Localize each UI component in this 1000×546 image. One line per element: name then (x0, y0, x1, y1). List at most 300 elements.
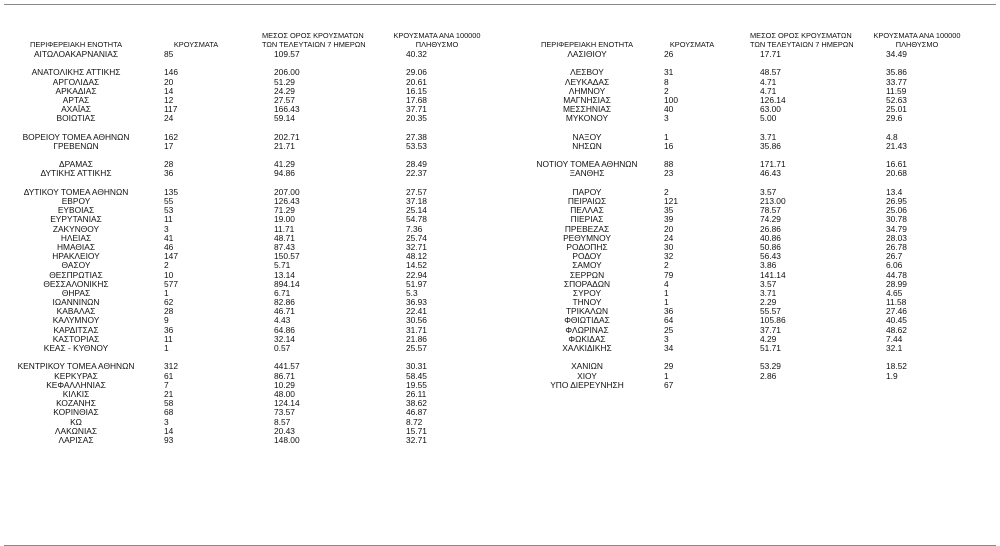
avg-cell: 41.29 (274, 159, 295, 170)
region-cell: ΜΥΚΟΝΟΥ (565, 113, 609, 124)
cases-cell: 29 (664, 361, 674, 372)
header-region: ΠΕΡΙΦΕΡΕΙΑΚΗ ΕΝΟΤΗΤΑ (30, 40, 122, 49)
cases-cell: 68 (164, 407, 174, 418)
per-100k-cell: 17.68 (406, 94, 427, 105)
cases-cell: 3 (164, 416, 169, 427)
cases-cell: 10 (164, 269, 174, 280)
per-100k-cell: 37.71 (406, 104, 427, 115)
per-100k-cell: 36.93 (406, 297, 427, 308)
table-row (6, 436, 480, 445)
cases-cell: 1 (164, 287, 169, 298)
avg-cell: 0.57 (274, 343, 291, 353)
region-cell: ΗΡΑΚΛΕΙΟΥ (52, 251, 100, 262)
region-cell: ΣΥΡΟΥ (572, 287, 602, 298)
per-100k-cell: 54.78 (406, 214, 427, 225)
per-100k-cell: 53.53 (406, 140, 427, 151)
avg-cell: 894.14 (274, 278, 300, 289)
cases-cell: 2 (164, 260, 169, 271)
region-cell: ΜΑΓΝΗΣΙΑΣ (563, 94, 611, 105)
right-table (512, 24, 996, 390)
cases-cell: 36 (164, 168, 174, 179)
per-100k-cell: 34.79 (886, 223, 907, 234)
per-100k-cell: 32.71 (406, 434, 427, 445)
avg-cell: 13.14 (274, 269, 295, 280)
per-100k-cell: 11.59 (886, 85, 907, 96)
avg-cell: 55.57 (760, 306, 781, 317)
region-cell: ΓΡΕΒΕΝΩΝ (53, 140, 99, 151)
avg-cell: 46.43 (760, 168, 781, 179)
region-cell: ΦΛΩΡΙΝΑΣ (565, 324, 609, 335)
per-100k-cell: 1.9 (886, 370, 898, 381)
avg-cell: 11.71 (274, 223, 295, 234)
per-100k-cell: 29.6 (886, 113, 903, 124)
avg-cell: 59.14 (274, 113, 295, 124)
cases-cell: 20 (664, 223, 674, 234)
avg-cell: 17.71 (760, 49, 781, 59)
per-100k-cell: 31.71 (406, 324, 427, 335)
cases-cell: 32 (664, 251, 674, 262)
avg-cell: 35.86 (760, 140, 781, 151)
per-100k-cell: 51.97 (406, 278, 427, 289)
cases-cell: 93 (164, 434, 174, 445)
left-table (6, 24, 480, 445)
region-cell: ΧΙΟΥ (577, 370, 597, 381)
region-cell: ΣΕΡΡΩΝ (569, 269, 605, 280)
cases-cell: 36 (164, 324, 174, 335)
cases-cell: 35 (664, 205, 674, 216)
cases-cell: 53 (164, 205, 174, 216)
per-100k-cell: 30.31 (406, 361, 427, 372)
region-cell: ΚΟΡΙΝΘΙΑΣ (53, 407, 99, 418)
region-cell: ΘΗΡΑΣ (61, 287, 91, 298)
region-cell: ΠΑΡΟΥ (572, 186, 602, 197)
avg-cell: 202.71 (274, 131, 300, 142)
per-100k-cell: 25.06 (886, 205, 907, 216)
region-cell: ΚΑΣΤΟΡΙΑΣ (52, 333, 100, 344)
avg-cell: 40.86 (760, 232, 781, 243)
per-100k-cell: 29.06 (406, 67, 427, 78)
avg-cell: 166.43 (274, 104, 300, 115)
per-100k-cell: 58.45 (406, 370, 427, 381)
cases-cell: 2 (664, 260, 669, 271)
per-100k-cell: 52.63 (886, 94, 907, 105)
right-table-body (512, 50, 996, 390)
region-cell: ΜΕΣΣΗΝΙΑΣ (562, 104, 612, 115)
region-cell: ΚΕΝΤΡΙΚΟΥ ΤΟΜΕΑ ΑΘΗΝΩΝ (17, 361, 135, 372)
per-100k-cell: 5.3 (406, 287, 418, 298)
header-region: ΠΕΡΙΦΕΡΕΙΑΚΗ ΕΝΟΤΗΤΑ (541, 40, 633, 49)
region-cell: ΡΕΘΥΜΝΟΥ (563, 232, 611, 243)
region-cell: ΔΥΤΙΚΟΥ ΤΟΜΕΑ ΑΘΗΝΩΝ (23, 186, 129, 197)
header-per-line1: ΚΡΟΥΣΜΑΤΑ ΑΝΑ 100000 (873, 31, 961, 40)
table-row (6, 142, 480, 151)
avg-cell: 126.14 (760, 94, 786, 105)
cases-cell: 46 (164, 241, 174, 252)
region-cell: ΠΙΕΡΙΑΣ (570, 214, 604, 225)
cases-cell: 3 (664, 113, 669, 124)
region-cell: ΣΠΟΡΑΔΩΝ (563, 278, 611, 289)
region-cell: ΕΒΡΟΥ (61, 196, 91, 206)
per-100k-cell: 25.01 (886, 104, 907, 115)
avg-cell: 171.71 (760, 159, 786, 170)
cases-cell: 16 (664, 140, 674, 151)
region-cell: ΛΕΥΚΑΔΑΣ (564, 76, 610, 87)
avg-cell: 50.86 (760, 241, 781, 252)
per-100k-cell: 48.12 (406, 251, 427, 262)
cases-cell: 85 (164, 49, 174, 59)
region-cell: ΗΛΕΙΑΣ (60, 232, 92, 243)
per-100k-cell: 18.52 (886, 361, 907, 372)
table-row (6, 114, 480, 123)
header-avg-line1: ΜΕΣΟΣ ΟΡΟΣ ΚΡΟΥΣΜΑΤΩΝ (750, 31, 852, 40)
cases-cell: 9 (164, 315, 169, 326)
avg-cell: 37.71 (760, 324, 781, 335)
avg-cell: 105.86 (760, 315, 786, 326)
region-cell: ΥΠΟ ΔΙΕΡΕΥΝΗΣΗ (550, 379, 624, 390)
avg-cell: 4.29 (760, 333, 777, 344)
avg-cell: 2.29 (760, 297, 777, 308)
per-100k-cell: 8.72 (406, 416, 423, 427)
per-100k-cell: 37.18 (406, 196, 427, 206)
region-cell: ΘΑΣΟΥ (61, 260, 91, 271)
per-100k-cell: 4.8 (886, 131, 898, 142)
avg-cell: 20.43 (274, 425, 295, 436)
cases-cell: 162 (164, 131, 178, 142)
header-per-line2: ΠΛΗΘΥΣΜΟ (895, 40, 939, 49)
region-cell: ΝΟΤΙΟΥ ΤΟΜΕΑ ΑΘΗΝΩΝ (536, 159, 638, 170)
cases-cell: 1 (664, 287, 669, 298)
cases-cell: 577 (164, 278, 178, 289)
avg-cell: 5.00 (760, 113, 777, 124)
cases-cell: 121 (664, 196, 678, 206)
cases-cell: 8 (664, 76, 669, 87)
avg-cell: 3.86 (760, 260, 777, 271)
region-cell: ΛΑΚΩΝΙΑΣ (54, 425, 98, 436)
region-cell: ΙΩΑΝΝΙΝΩΝ (52, 297, 100, 308)
avg-cell: 148.00 (274, 434, 300, 445)
region-cell: ΒΟΡΕΙΟΥ ΤΟΜΕΑ ΑΘΗΝΩΝ (22, 131, 130, 142)
cases-cell: 58 (164, 398, 174, 409)
cases-cell: 14 (164, 425, 174, 436)
region-cell: ΒΟΙΩΤΙΑΣ (56, 113, 96, 124)
header-cases: ΚΡΟΥΣΜΑΤΑ (173, 40, 219, 49)
header-per-line2: ΠΛΗΘΥΣΜΟ (415, 40, 459, 49)
avg-cell: 94.86 (274, 168, 295, 179)
per-100k-cell: 16.61 (886, 159, 907, 170)
cases-cell: 3 (164, 223, 169, 234)
avg-cell: 6.71 (274, 287, 291, 298)
region-cell: ΛΗΜΝΟΥ (568, 85, 606, 96)
per-100k-cell: 14.52 (406, 260, 427, 271)
cases-cell: 312 (164, 361, 178, 372)
avg-cell: 24.29 (274, 85, 295, 96)
region-cell: ΚΑΛΥΜΝΟΥ (52, 315, 100, 326)
cases-cell: 1 (664, 370, 669, 381)
cases-cell: 24 (664, 232, 674, 243)
avg-cell: 206.00 (274, 67, 300, 78)
region-cell: ΘΕΣΠΡΩΤΙΑΣ (49, 269, 103, 280)
region-cell: ΦΘΙΩΤΙΔΑΣ (564, 315, 610, 326)
cases-cell: 28 (164, 159, 174, 170)
avg-cell: 32.14 (274, 333, 295, 344)
cases-cell: 1 (664, 131, 669, 142)
region-cell: ΕΥΒΟΙΑΣ (57, 205, 95, 216)
header-avg-line2: ΤΩΝ ΤΕΛΕΥΤΑΙΩΝ 7 ΗΜΕΡΩΝ (262, 40, 366, 49)
cases-cell: 88 (664, 159, 674, 170)
avg-cell: 48.71 (274, 232, 295, 243)
avg-cell: 3.57 (760, 278, 777, 289)
per-100k-cell: 20.68 (886, 168, 907, 179)
region-cell: ΚΙΛΚΙΣ (62, 388, 90, 399)
region-cell: ΑΡΤΑΣ (62, 94, 90, 105)
avg-cell: 5.71 (274, 260, 291, 271)
avg-cell: 3.71 (760, 131, 777, 142)
header-cases: ΚΡΟΥΣΜΑΤΑ (669, 40, 715, 49)
region-cell: ΞΑΝΘΗΣ (569, 168, 605, 179)
avg-cell: 78.57 (760, 205, 781, 216)
per-100k-cell: 11.58 (886, 297, 907, 308)
cases-cell: 61 (164, 370, 174, 381)
per-100k-cell: 38.62 (406, 398, 427, 409)
region-cell: ΔΥΤΙΚΗΣ ΑΤΤΙΚΗΣ (40, 168, 112, 179)
avg-cell: 63.00 (760, 104, 781, 115)
per-100k-cell: 19.55 (406, 379, 427, 390)
per-100k-cell: 30.78 (886, 214, 907, 225)
avg-cell: 64.86 (274, 324, 295, 335)
cases-cell: 17 (164, 140, 174, 151)
per-100k-cell: 16.15 (406, 85, 427, 96)
region-cell: ΠΕΛΛΑΣ (570, 205, 604, 216)
region-cell: ΚΑΒΑΛΑΣ (56, 306, 96, 317)
cases-cell: 25 (664, 324, 674, 335)
avg-cell: 8.57 (274, 416, 291, 427)
avg-cell: 51.71 (760, 343, 781, 353)
avg-cell: 4.71 (760, 76, 777, 87)
avg-cell: 26.86 (760, 223, 781, 234)
cases-cell: 24 (164, 113, 174, 124)
per-100k-cell: 28.03 (886, 232, 907, 243)
avg-cell: 441.57 (274, 361, 300, 372)
cases-cell: 1 (664, 297, 669, 308)
cases-cell: 20 (164, 76, 174, 87)
per-100k-cell: 25.14 (406, 205, 427, 216)
table-row (6, 344, 480, 353)
avg-cell: 3.57 (760, 186, 777, 197)
avg-cell: 56.43 (760, 251, 781, 262)
table-row (512, 344, 996, 353)
cases-cell: 12 (164, 94, 174, 105)
per-100k-cell: 48.62 (886, 324, 907, 335)
cases-cell: 11 (164, 214, 173, 225)
avg-cell: 21.71 (274, 140, 295, 151)
region-cell: ΧΑΛΚΙΔΙΚΗΣ (562, 343, 612, 353)
cases-cell: 23 (664, 168, 674, 179)
table-row (6, 50, 480, 59)
cases-cell: 41 (164, 232, 174, 243)
avg-cell: 207.00 (274, 186, 300, 197)
avg-cell: 4.43 (274, 315, 291, 326)
avg-cell: 48.00 (274, 388, 295, 399)
region-cell: ΗΜΑΘΙΑΣ (56, 241, 96, 252)
cases-cell: 117 (164, 104, 178, 115)
per-100k-cell: 32.1 (886, 343, 903, 353)
avg-cell: 71.29 (274, 205, 295, 216)
avg-cell: 73.57 (274, 407, 295, 418)
cases-cell: 28 (164, 306, 174, 317)
region-cell: ΑΡΚΑΔΙΑΣ (55, 85, 97, 96)
per-100k-cell: 26.95 (886, 196, 907, 206)
per-100k-cell: 28.99 (886, 278, 907, 289)
cases-cell: 2 (664, 186, 669, 197)
per-100k-cell: 13.4 (886, 186, 903, 197)
cases-cell: 36 (664, 306, 674, 317)
region-cell: ΑΝΑΤΟΛΙΚΗΣ ΑΤΤΙΚΗΣ (31, 67, 121, 78)
per-100k-cell: 25.74 (406, 232, 427, 243)
region-cell: ΚΕΦΑΛΛΗΝΙΑΣ (46, 379, 106, 390)
per-100k-cell: 40.45 (886, 315, 907, 326)
per-100k-cell: 25.57 (406, 343, 427, 353)
table-row (512, 169, 996, 178)
avg-cell: 109.57 (274, 49, 300, 59)
cases-cell: 100 (664, 94, 678, 105)
table-row (512, 114, 996, 123)
per-100k-cell: 27.57 (406, 186, 427, 197)
cases-cell: 146 (164, 67, 178, 78)
avg-cell: 46.71 (274, 306, 295, 317)
cases-cell: 79 (664, 269, 674, 280)
cases-cell: 64 (664, 315, 674, 326)
region-cell: ΠΕΙΡΑΙΩΣ (567, 196, 607, 206)
avg-cell: 74.29 (760, 214, 781, 225)
cases-cell: 40 (664, 104, 674, 115)
region-cell: ΠΡΕΒΕΖΑΣ (564, 223, 610, 234)
cases-cell: 55 (164, 196, 174, 206)
region-cell: ΦΩΚΙΔΑΣ (568, 333, 606, 344)
cases-cell: 2 (664, 85, 669, 96)
region-cell: ΤΡΙΚΑΛΩΝ (565, 306, 609, 317)
cases-cell: 39 (664, 214, 674, 225)
table-row (512, 381, 996, 390)
region-cell: ΛΕΣΒΟΥ (570, 67, 604, 78)
per-100k-cell: 22.41 (406, 306, 427, 317)
table-row (512, 50, 996, 59)
header-avg-line2: ΤΩΝ ΤΕΛΕΥΤΑΙΩΝ 7 ΗΜΕΡΩΝ (750, 40, 854, 49)
region-cell: ΝΑΞΟΥ (572, 131, 602, 142)
region-cell: ΚΕΡΚΥΡΑΣ (54, 370, 98, 381)
per-100k-cell: 4.65 (886, 287, 903, 298)
per-100k-cell: 26.11 (406, 388, 427, 399)
region-cell: ΘΕΣΣΑΛΟΝΙΚΗΣ (43, 278, 109, 289)
cases-cell: 34 (664, 343, 674, 353)
per-100k-cell: 28.49 (406, 159, 427, 170)
per-100k-cell: 35.86 (886, 67, 907, 78)
per-100k-cell: 27.46 (886, 306, 907, 317)
per-100k-cell: 21.86 (406, 333, 427, 344)
region-cell: ΝΗΣΩΝ (572, 140, 602, 151)
avg-cell: 141.14 (760, 269, 786, 280)
cases-cell: 67 (664, 379, 674, 390)
cases-cell: 7 (164, 379, 169, 390)
avg-cell: 53.29 (760, 361, 781, 372)
table-row (512, 142, 996, 151)
per-100k-cell: 40.32 (406, 49, 427, 59)
header-per-line1: ΚΡΟΥΣΜΑΤΑ ΑΝΑ 100000 (393, 31, 481, 40)
per-100k-cell: 22.94 (406, 269, 427, 280)
right-table-header (512, 24, 996, 50)
avg-cell: 48.57 (760, 67, 781, 78)
avg-cell: 19.00 (274, 214, 295, 225)
region-cell: ΛΑΡΙΣΑΣ (58, 434, 94, 445)
cases-cell: 4 (664, 278, 669, 289)
per-100k-cell: 6.06 (886, 260, 903, 271)
region-cell: ΡΟΔΟΥ (572, 251, 602, 262)
per-100k-cell: 22.37 (406, 168, 427, 179)
left-table-body (6, 50, 480, 445)
avg-cell: 82.86 (274, 297, 295, 308)
cases-cell: 147 (164, 251, 178, 262)
per-100k-cell: 33.77 (886, 76, 907, 87)
left-table-header (6, 24, 480, 50)
avg-cell: 213.00 (760, 196, 786, 206)
avg-cell: 4.71 (760, 85, 777, 96)
cases-cell: 26 (664, 49, 674, 59)
cases-cell: 31 (664, 67, 674, 78)
region-cell: ΛΑΣΙΘΙΟΥ (567, 49, 607, 59)
avg-cell: 124.14 (274, 398, 300, 409)
region-cell: ΧΑΝΙΩΝ (571, 361, 603, 372)
cases-cell: 21 (164, 388, 174, 399)
per-100k-cell: 44.78 (886, 269, 907, 280)
region-cell: ΔΡΑΜΑΣ (59, 159, 93, 170)
region-cell: ΚΩ (70, 416, 82, 427)
per-100k-cell: 34.49 (886, 49, 907, 59)
region-cell: ΕΥΡΥΤΑΝΙΑΣ (50, 214, 102, 225)
region-cell: ΚΑΡΔΙΤΣΑΣ (53, 324, 99, 335)
region-cell: ΚΟΖΑΝΗΣ (56, 398, 96, 409)
cases-cell: 1 (164, 343, 169, 353)
region-cell: ΑΧΑΪΑΣ (61, 104, 91, 115)
avg-cell: 86.71 (274, 370, 295, 381)
avg-cell: 3.71 (760, 287, 777, 298)
per-100k-cell: 21.43 (886, 140, 907, 151)
header-avg-line1: ΜΕΣΟΣ ΟΡΟΣ ΚΡΟΥΣΜΑΤΩΝ (262, 31, 364, 40)
region-cell: ΣΑΜΟΥ (572, 260, 602, 271)
per-100k-cell: 26.7 (886, 251, 903, 262)
region-cell: ΖΑΚΥΝΘΟΥ (52, 223, 100, 234)
per-100k-cell: 7.36 (406, 223, 423, 234)
per-100k-cell: 15.71 (406, 425, 427, 436)
region-cell: ΤΗΝΟΥ (572, 297, 602, 308)
cases-cell: 14 (164, 85, 174, 96)
cases-cell: 135 (164, 186, 178, 197)
avg-cell: 10.29 (274, 379, 295, 390)
region-cell: ΑΙΤΩΛΟΑΚΑΡΝΑΝΙΑΣ (33, 49, 119, 59)
per-100k-cell: 20.35 (406, 113, 427, 124)
per-100k-cell: 32.71 (406, 241, 427, 252)
cases-cell: 11 (164, 333, 173, 344)
region-cell: ΑΡΓΟΛΙΔΑΣ (52, 76, 100, 87)
avg-cell: 150.57 (274, 251, 300, 262)
avg-cell: 51.29 (274, 76, 295, 87)
cases-cell: 30 (664, 241, 674, 252)
per-100k-cell: 27.38 (406, 131, 427, 142)
region-cell: ΡΟΔΟΠΗΣ (566, 241, 608, 252)
avg-cell: 126.43 (274, 196, 300, 206)
region-cell: ΚΕΑΣ - ΚΥΘΝΟΥ (43, 343, 109, 353)
avg-cell: 2.86 (760, 370, 777, 381)
cases-cell: 62 (164, 297, 174, 308)
per-100k-cell: 20.61 (406, 76, 427, 87)
